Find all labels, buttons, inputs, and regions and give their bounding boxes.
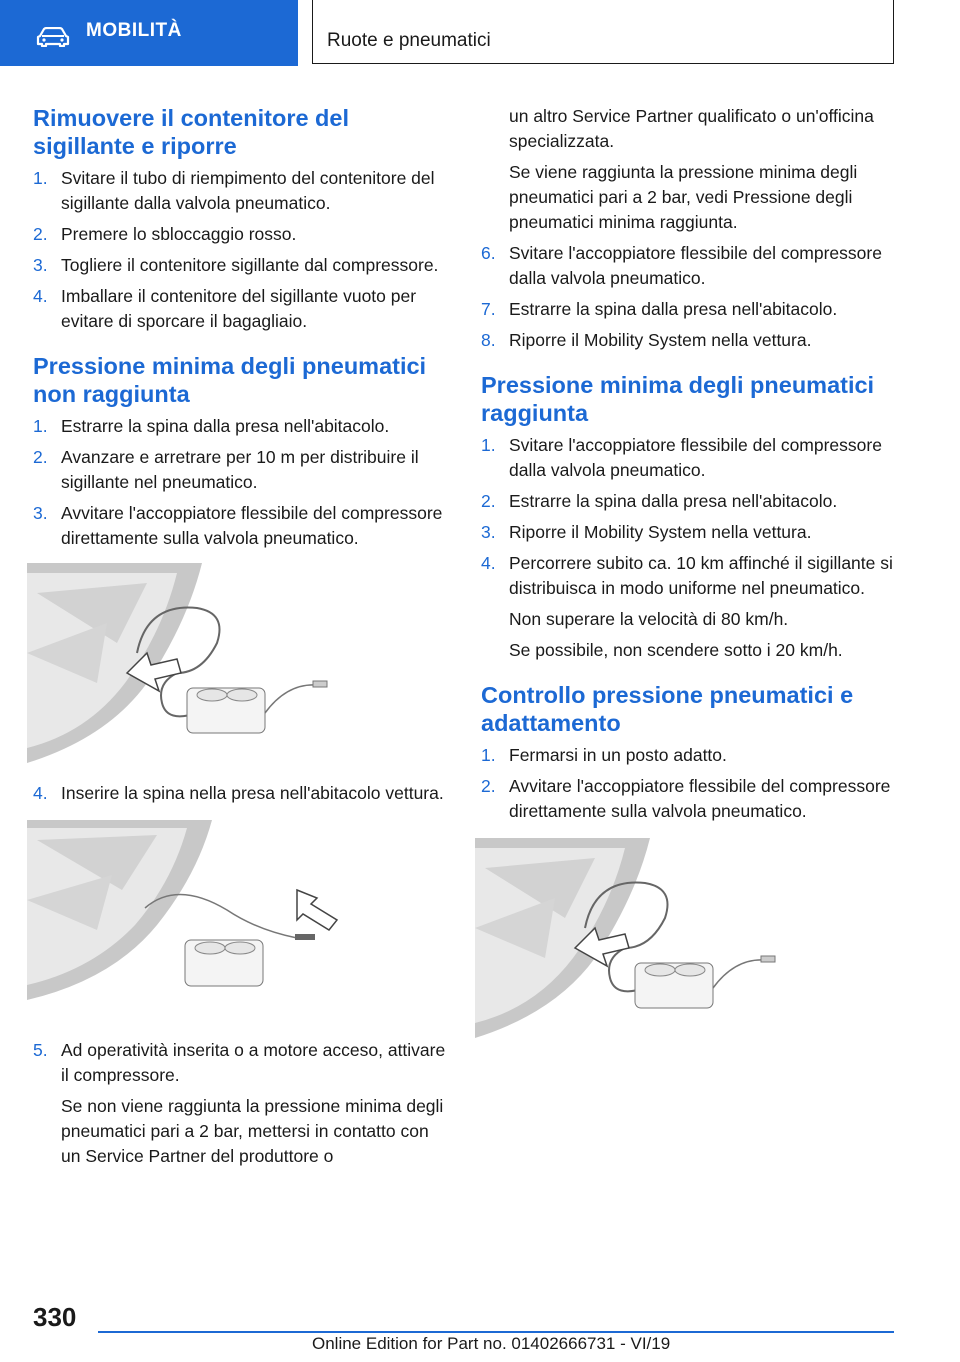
steps-unscrew-stow (481, 241, 899, 353)
step-text: Fermarsi in un posto adatto. (509, 745, 727, 765)
heading-pressure-check: Controllo pressione pneumatici e adattamento (481, 682, 854, 736)
paragraph-pressure-reached-ref: Se viene raggiunta la pressione minima degli pneumatici pari a 2 bar, vedi Pressione degli pneumatici minima raggiunta. (509, 162, 858, 232)
step-number: 4. (33, 286, 48, 306)
paragraph-min-speed: Se possibile, non scendere sotto i 20 km/h. (509, 640, 843, 660)
step-item (33, 253, 451, 278)
step-number: 4. (33, 783, 48, 803)
step-text: Premere lo sbloccaggio rosso. (61, 224, 297, 244)
step-item (481, 743, 899, 768)
step-number: 2. (33, 447, 48, 467)
step-item (33, 445, 451, 495)
step-item (33, 501, 451, 551)
step-item (481, 297, 899, 322)
steps-pressure-reached (481, 433, 899, 601)
step-text: Riporre il Mobility System nella vettura. (509, 522, 812, 542)
section-title: Ruote e pneumatici (327, 30, 491, 51)
step-item (33, 222, 451, 247)
footer-edition: Online Edition for Part no. 01402666731 - VI/19 (312, 1334, 671, 1353)
step-text: Ad operatività inserita o a motore acceso, attivare il compressore. (61, 1040, 446, 1085)
step-number: 7. (481, 299, 496, 319)
step-text: Inserire la spina nella presa nell'abitacolo vettura. (61, 783, 444, 803)
step-item (481, 520, 899, 545)
step-item (33, 284, 451, 334)
illustration-plug-socket (27, 820, 357, 1020)
chapter-label: MOBILITÀ (86, 20, 182, 41)
heading-pressure-not-reached: Pressione minima degli pneumatici non raggiunta (33, 353, 427, 407)
step-number: 8. (481, 330, 496, 350)
step-text: Estrarre la spina dalla presa nell'abitacolo. (509, 491, 838, 511)
step-text: Estrarre la spina dalla presa nell'abitacolo. (509, 299, 838, 319)
step-item (481, 774, 899, 824)
step-item (481, 433, 899, 483)
heading-remove-container: Rimuovere il contenitore del sigillante e riporre (33, 105, 350, 159)
step-text: Riporre il Mobility System nella vettura. (509, 330, 812, 350)
step-text: Imballare il contenitore del sigillante vuoto per evitare di sporcare il bagagliaio. (61, 286, 417, 331)
step-text: Avvitare l'accoppiatore flessibile del compressore direttamente sulla valvola pneumatico. (509, 776, 891, 821)
footer-divider (98, 1331, 894, 1333)
step-text: Estrarre la spina dalla presa nell'abitacolo. (61, 416, 390, 436)
right-column (481, 104, 899, 1056)
paragraph-max-speed: Non superare la velocità di 80 km/h. (509, 609, 789, 629)
illustration-compressor-valve (27, 563, 357, 763)
step-item (481, 489, 899, 514)
step-text: Svitare l'accoppiatore flessibile del compressore dalla valvola pneumatico. (509, 243, 882, 288)
step-number: 2. (481, 776, 496, 796)
car-icon (36, 27, 70, 47)
step-number: 4. (481, 553, 496, 573)
step-item (481, 241, 899, 291)
chapter-tab[interactable] (0, 0, 298, 66)
steps-pressure-check (481, 743, 899, 824)
step-item (481, 328, 899, 353)
step-number: 1. (33, 168, 48, 188)
step-5-activate-compressor (33, 1038, 451, 1088)
step-number: 1. (481, 435, 496, 455)
step-number: 2. (481, 491, 496, 511)
page-number: 330 (33, 1302, 77, 1332)
step-text: Svitare il tubo di riempimento del contenitore del sigillante dalla valvola pneumatico. (61, 168, 435, 213)
step-text: Togliere il contenitore sigillante dal compressore. (61, 255, 439, 275)
step-number: 2. (33, 224, 48, 244)
step-item (33, 166, 451, 216)
illustration-compressor-valve-2 (475, 838, 805, 1038)
heading-pressure-reached: Pressione minima degli pneumatici raggiunta (481, 372, 875, 426)
step-number: 3. (481, 522, 496, 542)
step-text: Avanzare e arretrare per 10 m per distribuire il sigillante nel pneumatico. (61, 447, 419, 492)
section-header (312, 0, 894, 64)
step-4-insert-plug (33, 781, 451, 806)
step-item (481, 551, 899, 601)
step-item (33, 414, 451, 439)
step-number: 1. (33, 416, 48, 436)
step-number: 6. (481, 243, 496, 263)
step-text: Svitare l'accoppiatore flessibile del compressore dalla valvola pneumatico. (509, 435, 882, 480)
step-number: 3. (33, 255, 48, 275)
steps-pressure-not-reached (33, 414, 451, 551)
left-column (33, 104, 451, 1175)
step-text: Percorrere subito ca. 10 km affinché il sigillante si distribuisca in modo uniforme nel pneumatico. (509, 553, 893, 598)
paragraph-partner-continued: un altro Service Partner qualificato o un'officina specializzata. (509, 106, 874, 151)
steps-remove-container (33, 166, 451, 334)
step-number: 3. (33, 503, 48, 523)
paragraph-contact-partner: Se non viene raggiunta la pressione minima degli pneumatici pari a 2 bar, mettersi in contatto con un Service Partner del produttore o (61, 1096, 444, 1166)
step-number: 5. (33, 1040, 48, 1060)
step-number: 1. (481, 745, 496, 765)
step-text: Avvitare l'accoppiatore flessibile del compressore direttamente sulla valvola pneumatico. (61, 503, 443, 548)
